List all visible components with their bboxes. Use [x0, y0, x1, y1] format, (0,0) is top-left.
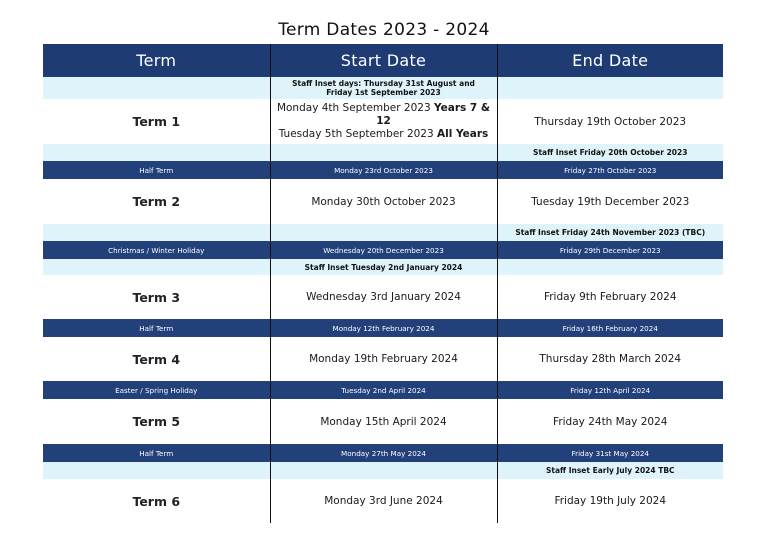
term-end-date: Thursday 19th October 2023 [497, 99, 723, 144]
inset-start-cell: Staff Inset Tuesday 2nd January 2024 [270, 259, 497, 275]
term-row-1 [43, 99, 723, 144]
inset-days-line-1: Staff Inset days: Thursday 31st August and [292, 79, 475, 88]
inset-cell-empty [43, 224, 270, 241]
inset-cell-empty [43, 259, 270, 275]
half-term-row-2 [43, 319, 723, 337]
holiday-end-date: Friday 29th December 2023 [497, 241, 723, 259]
half-term-row-3 [43, 444, 723, 462]
inset-start-cell [270, 77, 497, 99]
term-end-date: Tuesday 19th December 2023 [497, 179, 723, 224]
term-label: Term 2 [43, 179, 270, 224]
holiday-end-date: Friday 16th February 2024 [497, 319, 723, 337]
term-row-2 [43, 179, 723, 224]
term-row-6 [43, 479, 723, 523]
holiday-label: Easter / Spring Holiday [43, 381, 270, 399]
inset-cell-empty [43, 144, 270, 161]
term-start-date: Wednesday 3rd January 2024 [270, 275, 497, 319]
inset-cell-empty [270, 144, 497, 161]
term-label: Term 3 [43, 275, 270, 319]
term-dates-table [43, 44, 723, 523]
term-start-date: Monday 15th April 2024 [270, 399, 497, 444]
half-term-row-1 [43, 161, 723, 179]
term-start-date: Monday 3rd June 2024 [270, 479, 497, 523]
holiday-start-date: Monday 27th May 2024 [270, 444, 497, 462]
inset-end-cell: Staff Inset Friday 20th October 2023 [497, 144, 723, 161]
inset-row-4 [43, 259, 723, 275]
term-start-date: Monday 19th February 2024 [270, 337, 497, 381]
header-row [43, 44, 723, 77]
term-label: Term 6 [43, 479, 270, 523]
start-date-line-2-note: All Years [437, 128, 489, 140]
term-row-5 [43, 399, 723, 444]
term-start-date [270, 99, 497, 144]
column-header-end-date: End Date [497, 44, 723, 77]
easter-holiday-row [43, 381, 723, 399]
term-end-date: Thursday 28th March 2024 [497, 337, 723, 381]
inset-cell-empty [43, 77, 270, 99]
term-label: Term 4 [43, 337, 270, 381]
inset-cell-empty [497, 77, 723, 99]
inset-row-3 [43, 224, 723, 241]
term-start-date: Monday 30th October 2023 [270, 179, 497, 224]
holiday-start-date: Wednesday 20th December 2023 [270, 241, 497, 259]
inset-row-5 [43, 462, 723, 479]
inset-row-2 [43, 144, 723, 161]
start-date-line-1-note: Years 7 & 12 [376, 102, 491, 127]
holiday-label: Half Term [43, 444, 270, 462]
term-end-date: Friday 24th May 2024 [497, 399, 723, 444]
column-header-term: Term [43, 44, 270, 77]
inset-cell-empty [43, 462, 270, 479]
term-row-3 [43, 275, 723, 319]
inset-end-cell: Staff Inset Early July 2024 TBC [497, 462, 723, 479]
holiday-label: Half Term [43, 319, 270, 337]
inset-cell-empty [270, 224, 497, 241]
holiday-end-date: Friday 12th April 2024 [497, 381, 723, 399]
holiday-end-date: Friday 27th October 2023 [497, 161, 723, 179]
inset-cell-empty [270, 462, 497, 479]
term-row-4 [43, 337, 723, 381]
start-date-line-1: Monday 4th September 2023 [276, 102, 431, 114]
holiday-start-date: Monday 12th February 2024 [270, 319, 497, 337]
inset-end-cell: Staff Inset Friday 24th November 2023 (TBC) [497, 224, 723, 241]
christmas-holiday-row [43, 241, 723, 259]
inset-days-line-2: Friday 1st September 2023 [326, 88, 441, 97]
term-end-date: Friday 9th February 2024 [497, 275, 723, 319]
holiday-label: Half Term [43, 161, 270, 179]
holiday-start-date: Monday 23rd October 2023 [270, 161, 497, 179]
term-end-date: Friday 19th July 2024 [497, 479, 723, 523]
inset-row-1 [43, 77, 723, 99]
holiday-label: Christmas / Winter Holiday [43, 241, 270, 259]
term-label: Term 1 [43, 99, 270, 144]
term-label: Term 5 [43, 399, 270, 444]
page-title: Term Dates 2023 - 2024 [278, 20, 490, 40]
column-header-start-date: Start Date [270, 44, 497, 77]
holiday-end-date: Friday 31st May 2024 [497, 444, 723, 462]
inset-cell-empty [497, 259, 723, 275]
holiday-start-date: Tuesday 2nd April 2024 [270, 381, 497, 399]
start-date-line-2: Tuesday 5th September 2023 [278, 128, 434, 140]
